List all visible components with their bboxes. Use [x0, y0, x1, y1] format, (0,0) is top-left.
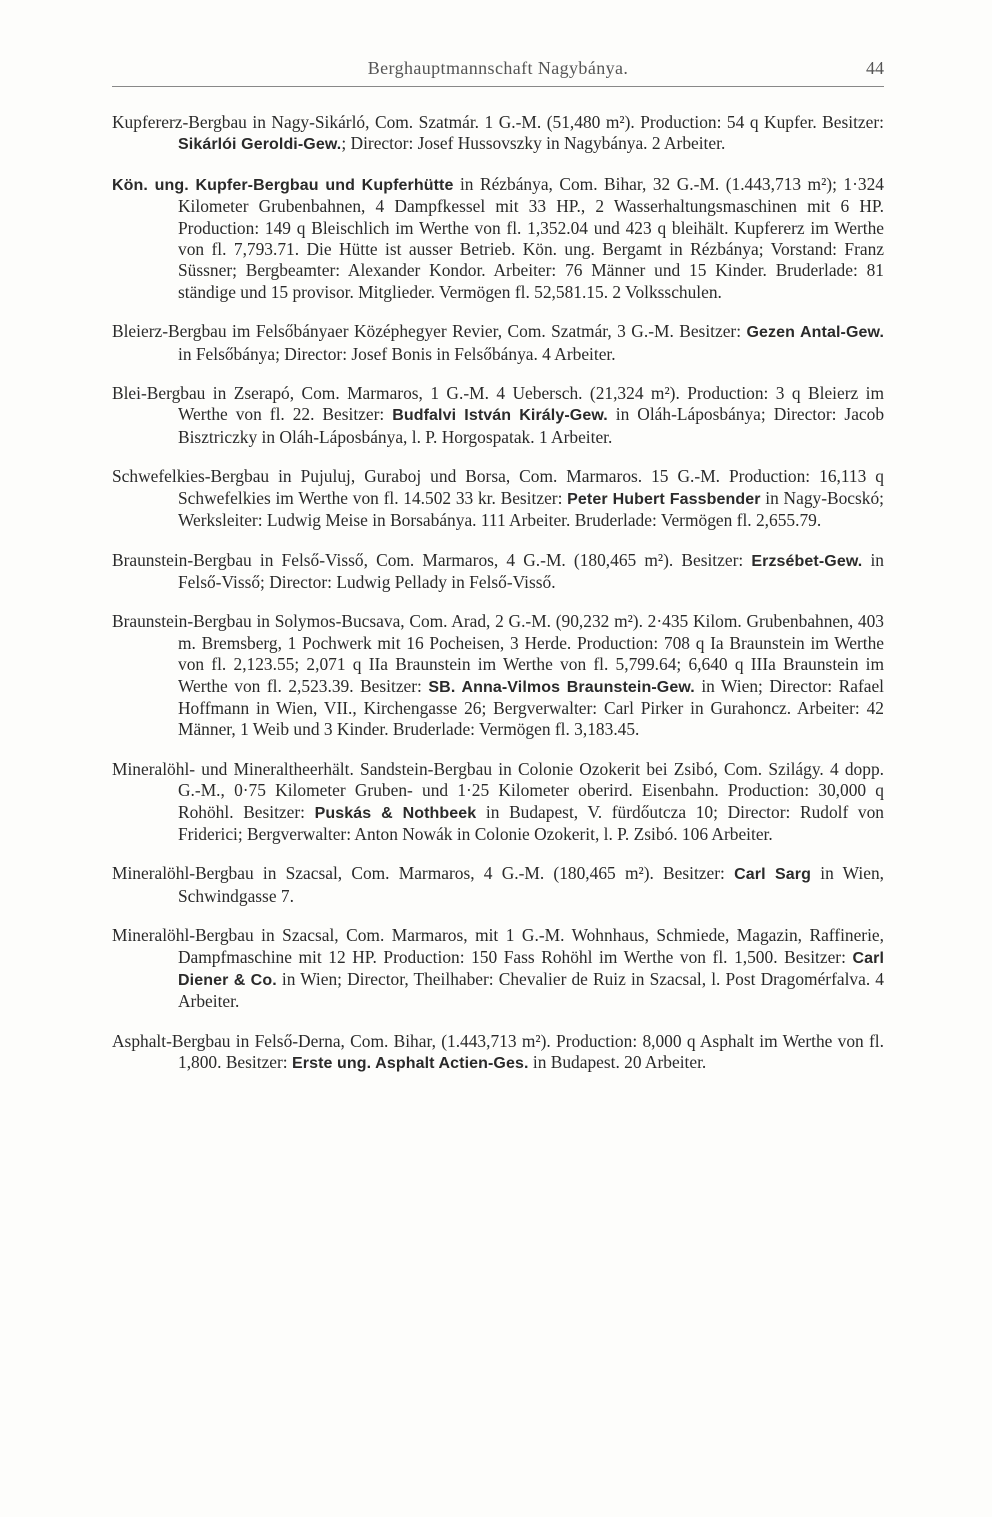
entry-owner: Puskás & Nothbeek	[314, 804, 477, 822]
entry-mineraloehl-ozokerit	[112, 759, 884, 846]
entry-owner: Kön. ung. Kupfer-Bergbau und Kupferhütte	[112, 176, 454, 194]
entry-text: Mineralöhl-Bergbau in Szacsal, Com. Marmaros, mit 1 G.-M. Wohnhaus, Schmiede, Magazin, Raffinerie, Dampfmaschine mit 12 HP. Production: 150 Fass Rohöhl im Werthe von fl. 1,500. Besitzer:	[112, 925, 884, 967]
entry-owner: Budfalvi István Király-Gew.	[392, 407, 608, 425]
entry-text: in Oláh-Láposbánya; Director: Jacob Bisztriczky in Oláh-Láposbánya, l. P. Horgospatak. 1 Arbeiter.	[178, 404, 885, 447]
entry-text: in Nagy-Bocskó; Werksleiter: Ludwig Meise in Borsabánya. 111 Arbeiter. Bruderlade: Vermögen fl. 2,655.79.	[178, 487, 885, 531]
entry-kupfer-rezbanya	[112, 174, 884, 303]
entry-text: Mineralöhl-Bergbau in Szacsal, Com. Marmaros, 4 G.-M. (180,465 m²). Besitzer:	[112, 863, 735, 884]
entry-text: in Budapest. 20 Arbeiter.	[528, 1052, 707, 1073]
entry-mineraloehl-szacsal-sarg	[112, 863, 884, 907]
entry-text: Mineralöhl- und Mineraltheerhält. Sandstein-Bergbau in Colonie Ozokerit bei Zsibó, Com. Szilágy. 4 dopp. G.-M., 0·75 Kilometer Gruben- und 1·25 Kilometer oberird. Eisenbahn. Production: 30,000 q Rohöhl. Besitzer:	[112, 758, 884, 822]
entry-text: Bleierz-Bergbau im Felsőbányaer Középhegyer Revier, Com. Szatmár, 3 G.-M. Besitzer:	[112, 321, 747, 342]
entry-text: Blei-Bergbau in Zserapó, Com. Marmaros, 1 G.-M. 4 Uebersch. (21,324 m²). Production: 3 q Bleierz im Werthe von fl. 22. Besitzer:	[112, 383, 884, 425]
entry-text: Braunstein-Bergbau in Solymos-Bucsava, Com. Arad, 2 G.-M. (90,232 m²). 2·435 Kilom. Grubenbahnen, 403 m. Bremsberg, 1 Pochwerk mit 16 Pocheisen, 3 Herde. Production: 708 q Ia Braunstein im Werthe von fl. 2,123.55; 2,071 q IIa Braunstein im Werthe von fl. 5,799.64; 6,640 q IIIa Braunstein im Werthe von fl. 2,523.39. Besitzer:	[112, 611, 884, 696]
entry-owner: SB. Anna-Vilmos Braunstein-Gew.	[428, 678, 695, 696]
entry-bleierz-felsobanya	[112, 321, 884, 365]
page-number: 44	[866, 58, 884, 78]
running-title: Berghauptmannschaft Nagybánya.	[367, 58, 629, 78]
entry-owner: Gezen Antal-Gew.	[746, 324, 884, 342]
entry-text: in Felső-Visső; Director: Ludwig Pellady in Felső-Visső.	[178, 549, 885, 592]
entry-owner: Erste ung. Asphalt Actien-Ges.	[291, 1055, 529, 1073]
document-body	[112, 112, 884, 1093]
entry-text: in Wien; Director: Rafael Hoffmann in Wien, VII., Kirchengasse 26; Bergverwalter: Carl Pirker in Gurahoncz. Arbeiter: 42 Männer, 1 Weib und 3 Kinder. Bruderlade: Vermögen fl. 3,183.45.	[178, 675, 885, 740]
entry-owner: Carl Sarg	[734, 866, 812, 884]
entry-braunstein-felso-visso	[112, 550, 884, 594]
entry-text: in Felsőbánya; Director: Josef Bonis in Felsőbánya. 4 Arbeiter.	[178, 343, 616, 364]
entry-owner: Peter Hubert Fassbender	[567, 490, 761, 508]
entry-text: in Wien; Director, Theilhaber: Chevalier de Ruiz in Szacsal, l. Post Dragomérfalva. 4 Arbeiter.	[178, 969, 884, 1012]
entry-kupfererz-sikarlo	[112, 112, 884, 156]
entry-text: in Rézbánya, Com. Bihar, 32 G.-M. (1.443,713 m²); 1·324 Kilometer Grubenbahnen, 4 Dampfkessel mit 33 HP., 2 Wasserhaltungsmaschinen mit 6 HP. Production: 149 q Bleischlich im Werthe von fl. 1,352.04 und 423 q bleihält. Kupfererz im Werthe von fl. 7,793.71. Die Hütte ist ausser Betrieb. Kön. ung. Bergamt in Rézbánya; Vorstand: Franz Süssner; Bergbeamter: Alexander Kondor. Arbeiter: 76 Männer und 15 Kinder. Bruderlade: 81 ständige und 15 provisor. Mitglieder. Vermögen fl. 52,581.15. 2 Volksschulen.	[178, 173, 884, 302]
entry-blei-zserapo	[112, 383, 884, 448]
entry-text: Asphalt-Bergbau in Felső-Derna, Com. Bihar, (1.443,713 m²). Production: 8,000 q Asphalt im Werthe von fl. 1,800. Besitzer:	[112, 1030, 884, 1073]
entry-schwefelkies-pujuluj	[112, 466, 884, 531]
page-header	[112, 58, 884, 82]
entry-braunstein-solymos	[112, 611, 884, 740]
entry-asphalt-felso-derna	[112, 1031, 884, 1075]
entry-text: Schwefelkies-Bergbau in Pujuluj, Guraboj und Borsa, Com. Marmaros. 15 G.-M. Production: 16,113 q Schwefelkies im Werthe von fl. 14.502 33 kr. Besitzer:	[112, 466, 884, 508]
entry-owner: Sikárlói Geroldi-Gew.	[178, 136, 342, 154]
entry-mineraloehl-szacsal-diener	[112, 925, 884, 1013]
entry-text: in Budapest, V. fürdőutcza 10; Director: Rudolf von Friderici; Bergverwalter: Anton Nowák in Colonie Ozokerit, l. P. Zsibó. 106 Arbeiter.	[178, 801, 884, 844]
entry-owner: Erzsébet-Gew.	[751, 552, 863, 570]
header-rule	[112, 86, 884, 87]
entry-text: ; Director: Josef Hussovszky in Nagybánya. 2 Arbeiter.	[341, 133, 726, 154]
entry-text: in Wien, Schwindgasse 7.	[178, 863, 884, 906]
entry-text: Kupfererz-Bergbau in Nagy-Sikárló, Com. Szatmár. 1 G.-M. (51,480 m²). Production: 54 q Kupfer. Besitzer:	[112, 112, 884, 132]
entry-text: Braunstein-Bergbau in Felső-Visső, Com. Marmaros, 4 G.-M. (180,465 m²). Besitzer:	[112, 549, 752, 570]
entry-owner: Carl Diener & Co.	[178, 949, 884, 989]
